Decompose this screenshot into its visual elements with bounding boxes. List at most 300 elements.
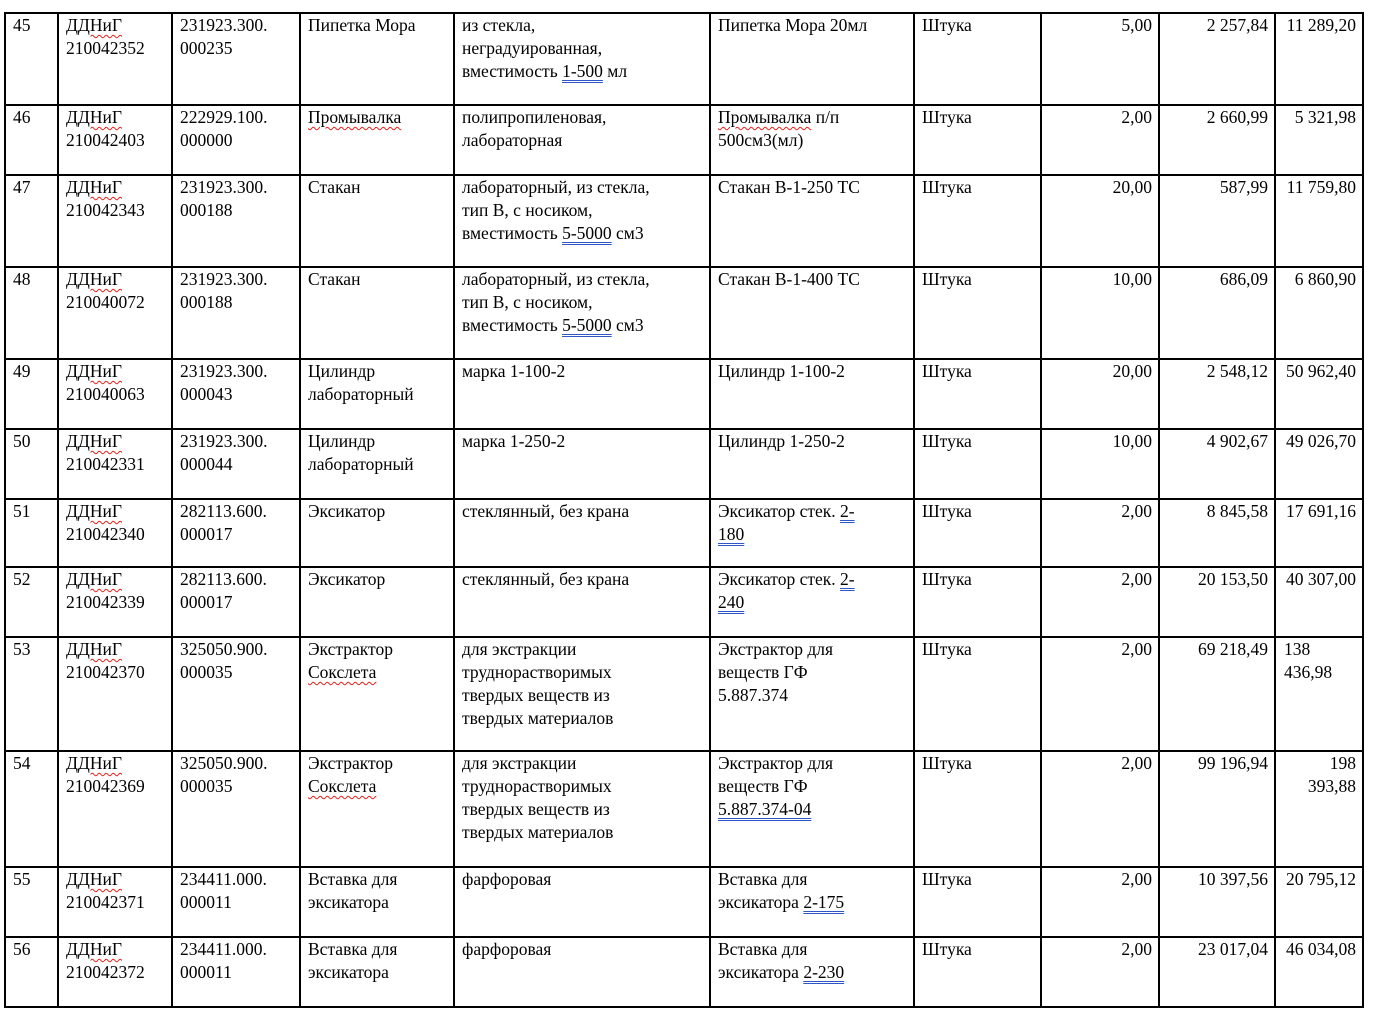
item-description-cell bbox=[454, 637, 710, 751]
item-name-line bbox=[308, 891, 447, 914]
unit-cell bbox=[914, 359, 1041, 429]
item-model-line bbox=[718, 752, 907, 775]
ktru-code-cell bbox=[172, 867, 300, 937]
item-model-line bbox=[718, 268, 907, 291]
item-name-cell bbox=[300, 499, 454, 567]
item-description-text: тип В, с носиком, bbox=[462, 292, 593, 312]
item-code-id: 210040072 bbox=[66, 292, 145, 312]
quantity: 2,00 bbox=[1121, 753, 1152, 773]
row-number: 48 bbox=[13, 269, 31, 289]
total-amount-line: 46 034,08 bbox=[1286, 939, 1356, 959]
item-code-line bbox=[66, 383, 165, 406]
item-description-line bbox=[462, 314, 703, 337]
item-description-text: из стекла, bbox=[462, 15, 536, 35]
total-cell bbox=[1275, 267, 1363, 359]
total-amount-line: 198 bbox=[1329, 753, 1356, 773]
item-description-cell bbox=[454, 267, 710, 359]
unit-cell bbox=[914, 13, 1041, 105]
quantity-cell bbox=[1041, 937, 1159, 1007]
quantity-cell bbox=[1041, 175, 1159, 267]
item-name-text: лабораторный bbox=[308, 384, 414, 404]
item-description-cell bbox=[454, 937, 710, 1007]
total-amount-line: 6 860,90 bbox=[1294, 269, 1356, 289]
ktru-code-cell bbox=[172, 105, 300, 175]
table-row bbox=[5, 175, 1363, 267]
item-code-id: 210042370 bbox=[66, 662, 145, 682]
row-number-cell bbox=[5, 105, 58, 175]
total-cell bbox=[1275, 637, 1363, 751]
table-row bbox=[5, 359, 1363, 429]
item-description-text: см3 bbox=[611, 223, 644, 243]
row-number: 47 bbox=[13, 177, 31, 197]
item-model-line bbox=[718, 868, 907, 891]
item-description-line bbox=[462, 430, 703, 453]
item-description-cell bbox=[454, 499, 710, 567]
row-number-cell bbox=[5, 637, 58, 751]
ktru-code-cell bbox=[172, 175, 300, 267]
item-description-text: мл bbox=[602, 61, 628, 81]
unit-price: 10 397,56 bbox=[1198, 869, 1268, 889]
item-description-text: твердых материалов bbox=[462, 708, 614, 728]
item-name-text: Стакан bbox=[308, 177, 361, 197]
item-model-text: веществ ГФ bbox=[718, 662, 808, 682]
total-amount-line: 40 307,00 bbox=[1286, 569, 1356, 589]
unit-price-cell bbox=[1159, 637, 1275, 751]
item-code-prefix: ДДНиГ bbox=[66, 15, 122, 35]
item-code-cell bbox=[58, 359, 172, 429]
unit-cell bbox=[914, 637, 1041, 751]
item-description-text: лабораторный, из стекла, bbox=[462, 177, 650, 197]
item-code-line bbox=[66, 176, 165, 199]
item-name-text: Эксикатор bbox=[308, 569, 386, 589]
ktru-code-line: 000000 bbox=[180, 130, 233, 150]
ktru-code-cell bbox=[172, 359, 300, 429]
item-description-cell bbox=[454, 175, 710, 267]
ktru-code-line: 000017 bbox=[180, 592, 233, 612]
item-model-text: Эксикатор стек. bbox=[718, 501, 841, 521]
total-cell bbox=[1275, 13, 1363, 105]
item-name-line bbox=[308, 14, 447, 37]
item-code-line bbox=[66, 891, 165, 914]
item-description-line bbox=[462, 129, 703, 152]
row-number-cell bbox=[5, 867, 58, 937]
total-cell bbox=[1275, 429, 1363, 499]
total-cell bbox=[1275, 105, 1363, 175]
quantity-cell bbox=[1041, 867, 1159, 937]
item-code-line bbox=[66, 106, 165, 129]
item-model-text: 500см3(мл) bbox=[718, 130, 804, 150]
item-name-line bbox=[308, 938, 447, 961]
row-number-cell bbox=[5, 267, 58, 359]
item-code-prefix: ДДНиГ bbox=[66, 869, 122, 889]
quantity-cell bbox=[1041, 13, 1159, 105]
item-name-spellcheck-text: Сокслета bbox=[308, 662, 377, 682]
ktru-code-cell bbox=[172, 751, 300, 867]
item-model-grammar-text: 2- bbox=[840, 569, 855, 589]
item-model-text: Экстрактор для bbox=[718, 753, 834, 773]
item-code-line bbox=[66, 938, 165, 961]
item-name-text: эксикатора bbox=[308, 892, 389, 912]
item-code-line bbox=[66, 453, 165, 476]
quantity: 2,00 bbox=[1121, 639, 1152, 659]
ktru-code-line: 000044 bbox=[180, 454, 233, 474]
item-model-text: Эксикатор стек. bbox=[718, 569, 841, 589]
item-model-line bbox=[718, 638, 907, 661]
row-number-cell bbox=[5, 751, 58, 867]
unit-price-cell bbox=[1159, 267, 1275, 359]
unit-price: 99 196,94 bbox=[1198, 753, 1268, 773]
item-model-text: Стакан В-1-250 ТС bbox=[718, 177, 860, 197]
ktru-code-line: 325050.900. bbox=[180, 639, 268, 659]
item-description-line bbox=[462, 638, 703, 661]
item-code-id: 210042372 bbox=[66, 962, 145, 982]
item-name-spellcheck-text: Промывалка bbox=[308, 107, 402, 127]
item-model-line bbox=[718, 176, 907, 199]
ktru-code-line: 000011 bbox=[180, 892, 232, 912]
item-code-id: 210042352 bbox=[66, 38, 145, 58]
total-cell bbox=[1275, 751, 1363, 867]
item-code-line bbox=[66, 775, 165, 798]
item-name-text: Стакан bbox=[308, 269, 361, 289]
item-model-text: веществ ГФ bbox=[718, 776, 808, 796]
unit: Штука bbox=[922, 269, 972, 289]
item-name-line bbox=[308, 176, 447, 199]
row-number-cell bbox=[5, 499, 58, 567]
item-name-line bbox=[308, 500, 447, 523]
item-code-line bbox=[66, 523, 165, 546]
item-model-cell bbox=[710, 429, 914, 499]
item-code-line bbox=[66, 129, 165, 152]
quantity-cell bbox=[1041, 429, 1159, 499]
item-code-id: 210042340 bbox=[66, 524, 145, 544]
unit: Штука bbox=[922, 639, 972, 659]
unit-price-cell bbox=[1159, 429, 1275, 499]
item-code-id: 210042339 bbox=[66, 592, 145, 612]
quantity: 2,00 bbox=[1121, 939, 1152, 959]
item-code-cell bbox=[58, 105, 172, 175]
item-description-line bbox=[462, 775, 703, 798]
quantity-cell bbox=[1041, 637, 1159, 751]
item-model-grammar-text: 5.887.374-04 bbox=[718, 799, 812, 819]
item-code-id: 210042369 bbox=[66, 776, 145, 796]
item-description-line bbox=[462, 268, 703, 291]
item-name-cell bbox=[300, 751, 454, 867]
item-model-text: Вставка для bbox=[718, 869, 808, 889]
item-code-prefix: ДДНиГ bbox=[66, 569, 122, 589]
total-amount-line: 393,88 bbox=[1307, 776, 1356, 796]
item-name-line bbox=[308, 268, 447, 291]
item-description-line bbox=[462, 14, 703, 37]
row-number-cell bbox=[5, 175, 58, 267]
unit-price: 20 153,50 bbox=[1198, 569, 1268, 589]
item-model-grammar-text: 2-230 bbox=[803, 962, 845, 982]
quantity: 5,00 bbox=[1121, 15, 1152, 35]
item-code-line bbox=[66, 568, 165, 591]
item-description-line bbox=[462, 707, 703, 730]
item-code-id: 210042371 bbox=[66, 892, 145, 912]
items-table bbox=[4, 12, 1364, 1008]
item-name-text: Вставка для bbox=[308, 869, 398, 889]
item-model-cell bbox=[710, 359, 914, 429]
item-code-line bbox=[66, 430, 165, 453]
item-name-spellcheck-text: Сокслета bbox=[308, 776, 377, 796]
quantity: 2,00 bbox=[1121, 569, 1152, 589]
item-description-grammar-text: 5-5000 bbox=[562, 223, 612, 243]
item-code-cell bbox=[58, 637, 172, 751]
ktru-code-cell bbox=[172, 499, 300, 567]
item-description-text: стеклянный, без крана bbox=[462, 501, 630, 521]
item-name-text: Цилиндр bbox=[308, 361, 376, 381]
item-description-text: вместимость bbox=[462, 61, 563, 81]
row-number: 53 bbox=[13, 639, 31, 659]
table-row bbox=[5, 499, 1363, 567]
item-name-text: эксикатора bbox=[308, 962, 389, 982]
unit-price-cell bbox=[1159, 751, 1275, 867]
row-number: 50 bbox=[13, 431, 31, 451]
table-row bbox=[5, 637, 1363, 751]
item-description-text: для экстракции bbox=[462, 753, 577, 773]
ktru-code-line: 000017 bbox=[180, 524, 233, 544]
total-amount-line: 5 321,98 bbox=[1294, 107, 1356, 127]
item-description-line bbox=[462, 176, 703, 199]
item-description-text: лабораторный, из стекла, bbox=[462, 269, 650, 289]
row-number: 54 bbox=[13, 753, 31, 773]
total-amount-line: 11 289,20 bbox=[1286, 15, 1356, 35]
ktru-code-cell bbox=[172, 637, 300, 751]
item-description-text: стеклянный, без крана bbox=[462, 569, 630, 589]
item-description-cell bbox=[454, 359, 710, 429]
item-model-grammar-text: 2-175 bbox=[803, 892, 845, 912]
item-description-line bbox=[462, 37, 703, 60]
item-model-line bbox=[718, 430, 907, 453]
item-code-prefix: ДДНиГ bbox=[66, 501, 122, 521]
item-description-text: лабораторная bbox=[462, 130, 563, 150]
total-cell bbox=[1275, 937, 1363, 1007]
total-cell bbox=[1275, 867, 1363, 937]
unit-price-cell bbox=[1159, 105, 1275, 175]
item-description-line bbox=[462, 868, 703, 891]
item-code-line bbox=[66, 638, 165, 661]
unit-price: 23 017,04 bbox=[1198, 939, 1268, 959]
item-model-line bbox=[718, 106, 907, 129]
item-code-prefix: ДДНиГ bbox=[66, 939, 122, 959]
item-name-line bbox=[308, 106, 447, 129]
item-code-line bbox=[66, 961, 165, 984]
item-model-line bbox=[718, 684, 907, 707]
unit: Штука bbox=[922, 177, 972, 197]
unit-cell bbox=[914, 267, 1041, 359]
item-description-cell bbox=[454, 13, 710, 105]
quantity: 20,00 bbox=[1112, 361, 1152, 381]
item-model-text: Стакан В-1-400 ТС bbox=[718, 269, 860, 289]
quantity: 2,00 bbox=[1121, 869, 1152, 889]
item-code-cell bbox=[58, 175, 172, 267]
unit-price-cell bbox=[1159, 937, 1275, 1007]
item-code-cell bbox=[58, 937, 172, 1007]
item-code-line bbox=[66, 752, 165, 775]
item-name-line bbox=[308, 868, 447, 891]
item-model-text: эксикатора bbox=[718, 962, 804, 982]
item-model-line bbox=[718, 775, 907, 798]
item-code-cell bbox=[58, 267, 172, 359]
row-number-cell bbox=[5, 429, 58, 499]
item-code-id: 210042343 bbox=[66, 200, 145, 220]
item-name-text: Вставка для bbox=[308, 939, 398, 959]
quantity: 10,00 bbox=[1112, 269, 1152, 289]
total-cell bbox=[1275, 175, 1363, 267]
item-description-cell bbox=[454, 751, 710, 867]
item-model-cell bbox=[710, 751, 914, 867]
item-code-cell bbox=[58, 867, 172, 937]
item-name-line bbox=[308, 775, 447, 798]
ktru-code-line: 325050.900. bbox=[180, 753, 268, 773]
item-name-cell bbox=[300, 267, 454, 359]
item-code-id: 210042331 bbox=[66, 454, 145, 474]
unit-price-cell bbox=[1159, 13, 1275, 105]
item-description-line bbox=[462, 684, 703, 707]
item-name-line bbox=[308, 961, 447, 984]
ktru-code-line: 000011 bbox=[180, 962, 232, 982]
ktru-code-line: 000043 bbox=[180, 384, 233, 404]
unit: Штука bbox=[922, 753, 972, 773]
item-model-cell bbox=[710, 267, 914, 359]
item-name-line bbox=[308, 383, 447, 406]
item-code-prefix: ДДНиГ bbox=[66, 361, 122, 381]
ktru-code-line: 000035 bbox=[180, 662, 233, 682]
item-code-cell bbox=[58, 13, 172, 105]
item-description-line bbox=[462, 752, 703, 775]
total-amount-line: 50 962,40 bbox=[1286, 361, 1356, 381]
item-name-cell bbox=[300, 175, 454, 267]
item-code-prefix: ДДНиГ bbox=[66, 639, 122, 659]
item-model-cell bbox=[710, 567, 914, 637]
item-code-line bbox=[66, 868, 165, 891]
item-model-line bbox=[718, 129, 907, 152]
ktru-code-line: 231923.300. bbox=[180, 431, 268, 451]
item-code-line bbox=[66, 500, 165, 523]
item-description-line bbox=[462, 360, 703, 383]
item-name-cell bbox=[300, 13, 454, 105]
item-description-line bbox=[462, 568, 703, 591]
item-description-text: марка 1-250-2 bbox=[462, 431, 566, 451]
item-description-text: фарфоровая bbox=[462, 869, 552, 889]
item-name-text: Цилиндр bbox=[308, 431, 376, 451]
item-code-line bbox=[66, 591, 165, 614]
item-name-text: Экстрактор bbox=[308, 639, 393, 659]
item-code-line bbox=[66, 199, 165, 222]
item-model-cell bbox=[710, 13, 914, 105]
item-name-line bbox=[308, 752, 447, 775]
row-number: 55 bbox=[13, 869, 31, 889]
item-model-text: п/п bbox=[811, 107, 840, 127]
item-model-text: Цилиндр 1-100-2 bbox=[718, 361, 845, 381]
item-name-text: Эксикатор bbox=[308, 501, 386, 521]
item-description-line bbox=[462, 821, 703, 844]
unit-cell bbox=[914, 175, 1041, 267]
item-description-line bbox=[462, 798, 703, 821]
item-description-grammar-text: 1-500 bbox=[562, 61, 603, 81]
item-code-cell bbox=[58, 567, 172, 637]
total-amount-line: 17 691,16 bbox=[1286, 501, 1356, 521]
unit-price: 8 845,58 bbox=[1206, 501, 1268, 521]
item-code-id: 210042403 bbox=[66, 130, 145, 150]
unit-price: 587,99 bbox=[1219, 177, 1268, 197]
item-model-text: эксикатора bbox=[718, 892, 804, 912]
item-description-text: вместимость bbox=[462, 223, 563, 243]
item-name-line bbox=[308, 568, 447, 591]
quantity-cell bbox=[1041, 105, 1159, 175]
item-description-text: тип В, с носиком, bbox=[462, 200, 593, 220]
quantity-cell bbox=[1041, 359, 1159, 429]
item-description-text: труднорастворимых bbox=[462, 662, 612, 682]
row-number: 45 bbox=[13, 15, 31, 35]
ktru-code-line: 000188 bbox=[180, 200, 233, 220]
row-number-cell bbox=[5, 567, 58, 637]
unit: Штука bbox=[922, 939, 972, 959]
item-name-line bbox=[308, 430, 447, 453]
unit-cell bbox=[914, 429, 1041, 499]
ktru-code-cell bbox=[172, 567, 300, 637]
item-name-text: лабораторный bbox=[308, 454, 414, 474]
unit-cell bbox=[914, 867, 1041, 937]
item-model-line bbox=[718, 961, 907, 984]
item-description-cell bbox=[454, 105, 710, 175]
item-model-line bbox=[718, 591, 907, 614]
total-amount-line: 49 026,70 bbox=[1286, 431, 1356, 451]
item-description-text: полипропиленовая, bbox=[462, 107, 607, 127]
total-amount-line: 436,98 bbox=[1284, 662, 1333, 682]
item-description-text: для экстракции bbox=[462, 639, 577, 659]
unit-price: 2 257,84 bbox=[1206, 15, 1268, 35]
item-code-prefix: ДДНиГ bbox=[66, 753, 122, 773]
item-model-line bbox=[718, 891, 907, 914]
total-amount-line: 20 795,12 bbox=[1286, 869, 1356, 889]
ktru-code-line: 000035 bbox=[180, 776, 233, 796]
unit-price: 2 660,99 bbox=[1206, 107, 1268, 127]
total-amount-line: 11 759,80 bbox=[1286, 177, 1356, 197]
ktru-code-line: 231923.300. bbox=[180, 15, 268, 35]
unit-cell bbox=[914, 937, 1041, 1007]
unit: Штука bbox=[922, 107, 972, 127]
quantity: 2,00 bbox=[1121, 501, 1152, 521]
item-model-grammar-text: 240 bbox=[718, 592, 745, 612]
item-model-spellcheck-text: Промывалка bbox=[718, 107, 812, 127]
item-name-line bbox=[308, 453, 447, 476]
item-model-line bbox=[718, 798, 907, 821]
item-model-cell bbox=[710, 105, 914, 175]
row-number: 51 bbox=[13, 501, 31, 521]
unit-price-cell bbox=[1159, 359, 1275, 429]
item-model-cell bbox=[710, 867, 914, 937]
ktru-code-line: 231923.300. bbox=[180, 269, 268, 289]
item-model-text: Экстрактор для bbox=[718, 639, 834, 659]
item-description-text: труднорастворимых bbox=[462, 776, 612, 796]
unit-price: 69 218,49 bbox=[1198, 639, 1268, 659]
item-code-line bbox=[66, 291, 165, 314]
quantity-cell bbox=[1041, 267, 1159, 359]
item-description-text: марка 1-100-2 bbox=[462, 361, 566, 381]
item-model-grammar-text: 2- bbox=[840, 501, 855, 521]
row-number: 52 bbox=[13, 569, 31, 589]
quantity: 20,00 bbox=[1112, 177, 1152, 197]
item-name-cell bbox=[300, 429, 454, 499]
item-description-line bbox=[462, 291, 703, 314]
item-model-grammar-text: 180 bbox=[718, 524, 745, 544]
unit-price-cell bbox=[1159, 567, 1275, 637]
ktru-code-line: 234411.000. bbox=[180, 939, 267, 959]
item-description-text: твердых материалов bbox=[462, 822, 614, 842]
ktru-code-cell bbox=[172, 937, 300, 1007]
